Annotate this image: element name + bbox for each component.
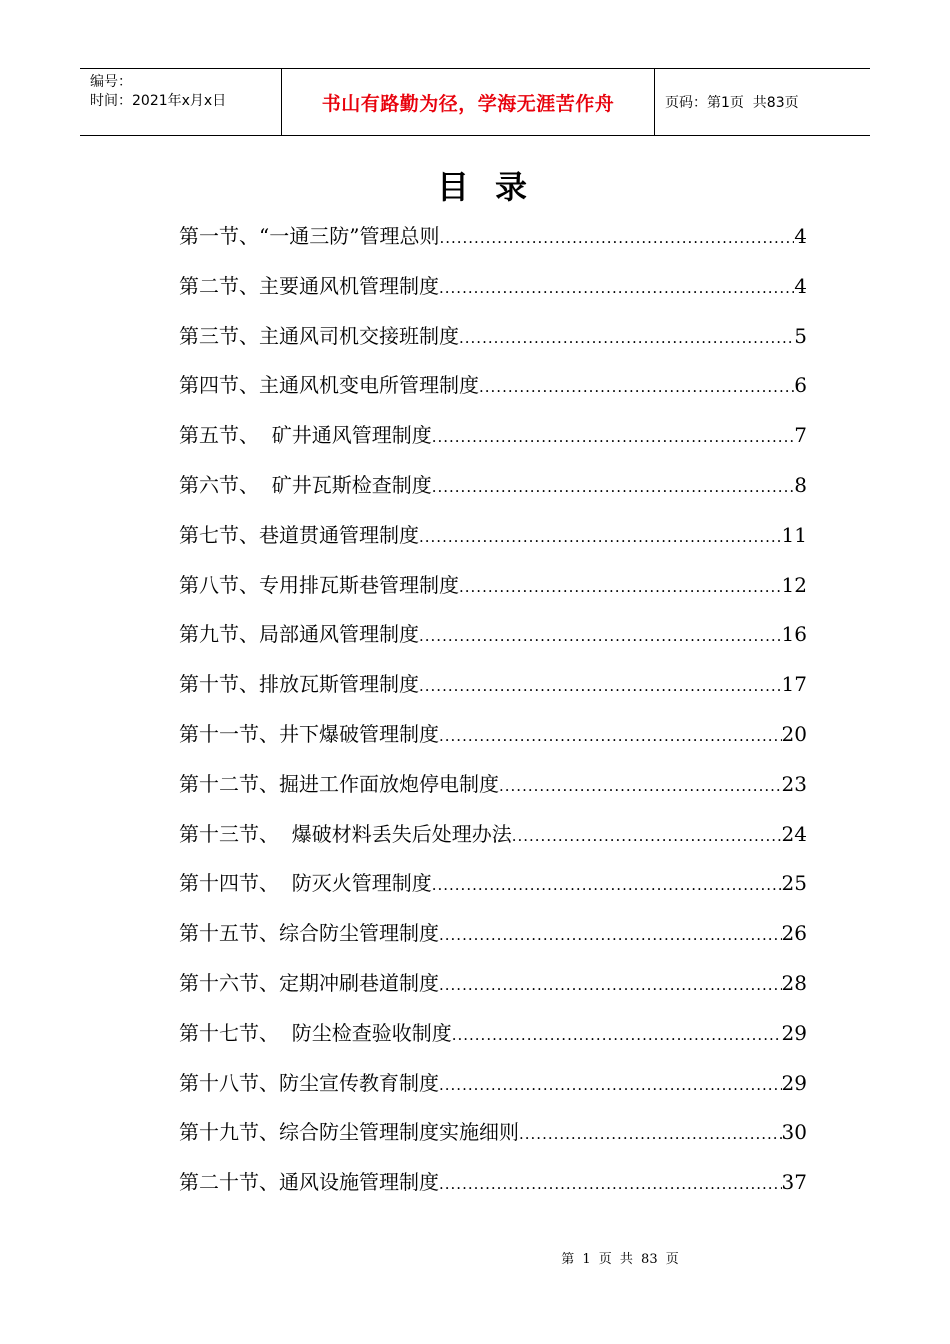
toc-entry-page: 29 (781, 1020, 807, 1045)
toc-dot-leader (459, 320, 794, 356)
toc-entry-label: 第十六节、定期冲刷巷道制度 (179, 970, 439, 995)
toc-entry-page: 12 (781, 572, 807, 597)
toc-entry-page: 11 (781, 522, 807, 547)
toc-entry-label: 第二节、主要通风机管理制度 (179, 273, 439, 298)
toc-entry[interactable] (179, 915, 807, 965)
toc-entry[interactable] (179, 318, 807, 368)
toc-entry-label: 第十四节、 防灭火管理制度 (179, 871, 432, 896)
toc-dot-leader (419, 668, 782, 704)
toc-entry-label: 第二十节、通风设施管理制度 (179, 1170, 439, 1195)
toc-dot-leader (439, 1067, 782, 1103)
toc-entry-label: 第十节、排放瓦斯管理制度 (179, 672, 419, 697)
toc-entry-label: 第五节、 矿井通风管理制度 (179, 423, 432, 448)
toc-entry[interactable] (179, 1114, 807, 1164)
toc-entry[interactable] (179, 766, 807, 816)
table-of-contents (179, 218, 807, 1214)
toc-dot-leader (432, 419, 795, 455)
toc-entry-label: 第十七节、 防尘检查验收制度 (179, 1020, 452, 1045)
toc-entry[interactable] (179, 816, 807, 866)
toc-dot-leader (499, 768, 782, 804)
header-motto: 书山有路勤为径，学海无涯苦作舟 (321, 92, 615, 115)
toc-entry-label: 第十五节、综合防尘管理制度 (179, 921, 439, 946)
toc-entry-page: 24 (781, 821, 807, 846)
toc-entry-page: 8 (794, 472, 807, 497)
toc-entry-label: 第十二节、掘进工作面放炮停电制度 (179, 771, 499, 796)
header-page-info: 页码：第1页 共83页 (665, 95, 799, 111)
toc-entry-label: 第八节、专用排瓦斯巷管理制度 (179, 572, 459, 597)
toc-entry-page: 25 (781, 871, 807, 896)
toc-entry[interactable] (179, 567, 807, 617)
toc-entry[interactable] (179, 1015, 807, 1065)
toc-entry-page: 4 (794, 273, 807, 298)
toc-entry-page: 20 (781, 721, 807, 746)
toc-dot-leader (519, 1116, 782, 1152)
header-motto-cell (282, 69, 655, 135)
toc-entry-label: 第九节、局部通风管理制度 (179, 622, 419, 647)
toc-dot-leader (512, 818, 782, 854)
toc-entry-page: 4 (794, 224, 807, 248)
toc-entry[interactable] (179, 268, 807, 318)
toc-dot-leader (479, 369, 794, 405)
page-footer: 第 1 页 共 83 页 (561, 1252, 679, 1267)
toc-dot-leader (432, 469, 795, 505)
toc-entry[interactable] (179, 218, 807, 268)
toc-entry-page: 5 (794, 323, 807, 348)
toc-entry-page: 29 (781, 1070, 807, 1095)
toc-entry[interactable] (179, 666, 807, 716)
toc-entry-label: 第七节、巷道贯通管理制度 (179, 522, 419, 547)
toc-dot-leader (452, 1017, 782, 1053)
toc-dot-leader (419, 519, 782, 555)
page-header (80, 68, 870, 136)
toc-entry[interactable] (179, 865, 807, 915)
toc-entry[interactable] (179, 716, 807, 766)
toc-dot-leader (439, 718, 782, 754)
toc-entry-page: 37 (781, 1170, 807, 1195)
toc-dot-leader (439, 917, 782, 953)
toc-entry[interactable] (179, 517, 807, 567)
toc-entry-page: 30 (781, 1120, 807, 1145)
document-time-label: 时间：2021年x月x日 (90, 93, 227, 109)
toc-entry[interactable] (179, 367, 807, 417)
toc-dot-leader (432, 867, 782, 903)
toc-dot-leader (439, 270, 794, 306)
toc-dot-leader (459, 569, 782, 605)
toc-entry[interactable] (179, 1065, 807, 1115)
document-number-label: 编号： (90, 74, 132, 90)
toc-entry-page: 16 (781, 622, 807, 647)
header-page-cell (655, 69, 870, 135)
toc-entry[interactable] (179, 417, 807, 467)
header-meta (80, 69, 282, 135)
toc-entry-label: 第一节、“一通三防”管理总则 (179, 224, 440, 248)
toc-entry-page: 26 (781, 921, 807, 946)
toc-entry[interactable] (179, 467, 807, 517)
toc-entry-label: 第十三节、 爆破材料丢失后处理办法 (179, 821, 512, 846)
toc-entry-page: 28 (781, 970, 807, 995)
toc-entry-label: 第十八节、防尘宣传教育制度 (179, 1070, 439, 1095)
toc-entry-page: 17 (781, 672, 807, 697)
toc-entry-page: 7 (794, 423, 807, 448)
toc-dot-leader (439, 220, 794, 256)
toc-entry-page: 23 (781, 771, 807, 796)
toc-entry-label: 第十一节、井下爆破管理制度 (179, 721, 439, 746)
toc-entry[interactable] (179, 1164, 807, 1214)
toc-dot-leader (439, 1166, 782, 1202)
toc-entry-label: 第六节、 矿井瓦斯检查制度 (179, 472, 432, 497)
toc-dot-leader (439, 967, 782, 1003)
toc-entry-page: 6 (794, 373, 807, 398)
toc-title: 目录 (436, 168, 553, 206)
toc-entry[interactable] (179, 616, 807, 666)
toc-entry-label: 第十九节、综合防尘管理制度实施细则 (179, 1120, 519, 1145)
toc-entry-label: 第四节、主通风机变电所管理制度 (179, 373, 479, 398)
toc-dot-leader (419, 618, 782, 654)
toc-entry-label: 第三节、主通风司机交接班制度 (179, 323, 459, 348)
toc-entry[interactable] (179, 965, 807, 1015)
